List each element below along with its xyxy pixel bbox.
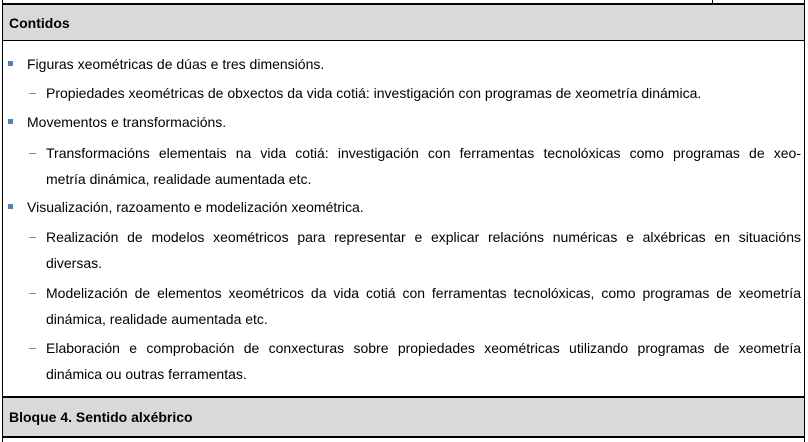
sub-item-line: metría dinámica, realidade aumentada etc.: [46, 171, 312, 187]
square-bullet-icon: [8, 61, 13, 66]
contidos-header-label: Contidos: [9, 15, 70, 31]
sub-item-3-3: [46, 335, 801, 387]
contents-table: [2, 0, 805, 442]
list-item-3: Visualización, razoamento e modelización xeométrica.: [27, 199, 364, 215]
dash-bullet-icon: –: [29, 229, 37, 244]
contidos-body: [3, 41, 804, 396]
sub-item-line: diversas.: [46, 255, 103, 271]
table-column-divider: [712, 0, 713, 4]
bloque-4-header: [3, 396, 804, 438]
sub-item-line: Propiedades xeométricas de obxectos da vida cotiá: investigación con programas de xeometría dinámica.: [46, 85, 702, 101]
sub-item-3-2: [46, 280, 801, 332]
contidos-header: [3, 3, 804, 41]
dash-bullet-icon: –: [29, 285, 37, 300]
sub-item-2-1: [46, 140, 801, 192]
dash-bullet-icon: –: [29, 340, 37, 355]
sub-item-1-1: [46, 80, 801, 106]
square-bullet-icon: [8, 204, 13, 209]
sub-item-line: Transformacións elementais na vida cotiá: investigación con ferramentas tecnolóxicas como programas de xeo-: [46, 145, 801, 161]
sub-item-line: Elaboración e comprobación de conxecturas sobre propiedades xeométricas utilizando programas de xeometría: [46, 340, 801, 356]
sub-item-line: dinámica ou outras ferramentas.: [46, 366, 247, 382]
dash-bullet-icon: –: [29, 145, 37, 160]
dash-bullet-icon: –: [29, 85, 37, 100]
square-bullet-icon: [8, 119, 13, 124]
bloque-4-header-label: Bloque 4. Sentido alxébrico: [9, 409, 193, 425]
sub-item-line: Realización de modelos xeométricos para representar e explicar relacións numéricas e alxébricas en situacións: [46, 229, 801, 245]
list-item-2: Movementos e transformacións.: [27, 114, 227, 130]
sub-item-3-1: [46, 224, 801, 276]
sub-item-line: dinámica, realidade aumentada etc.: [46, 311, 268, 327]
list-item-1: Figuras xeométricas de dúas e tres dimensións.: [27, 56, 325, 72]
sub-item-line: Modelización de elementos xeométricos da vida cotiá con ferramentas tecnolóxicas, como programas de xeometría: [46, 285, 801, 301]
